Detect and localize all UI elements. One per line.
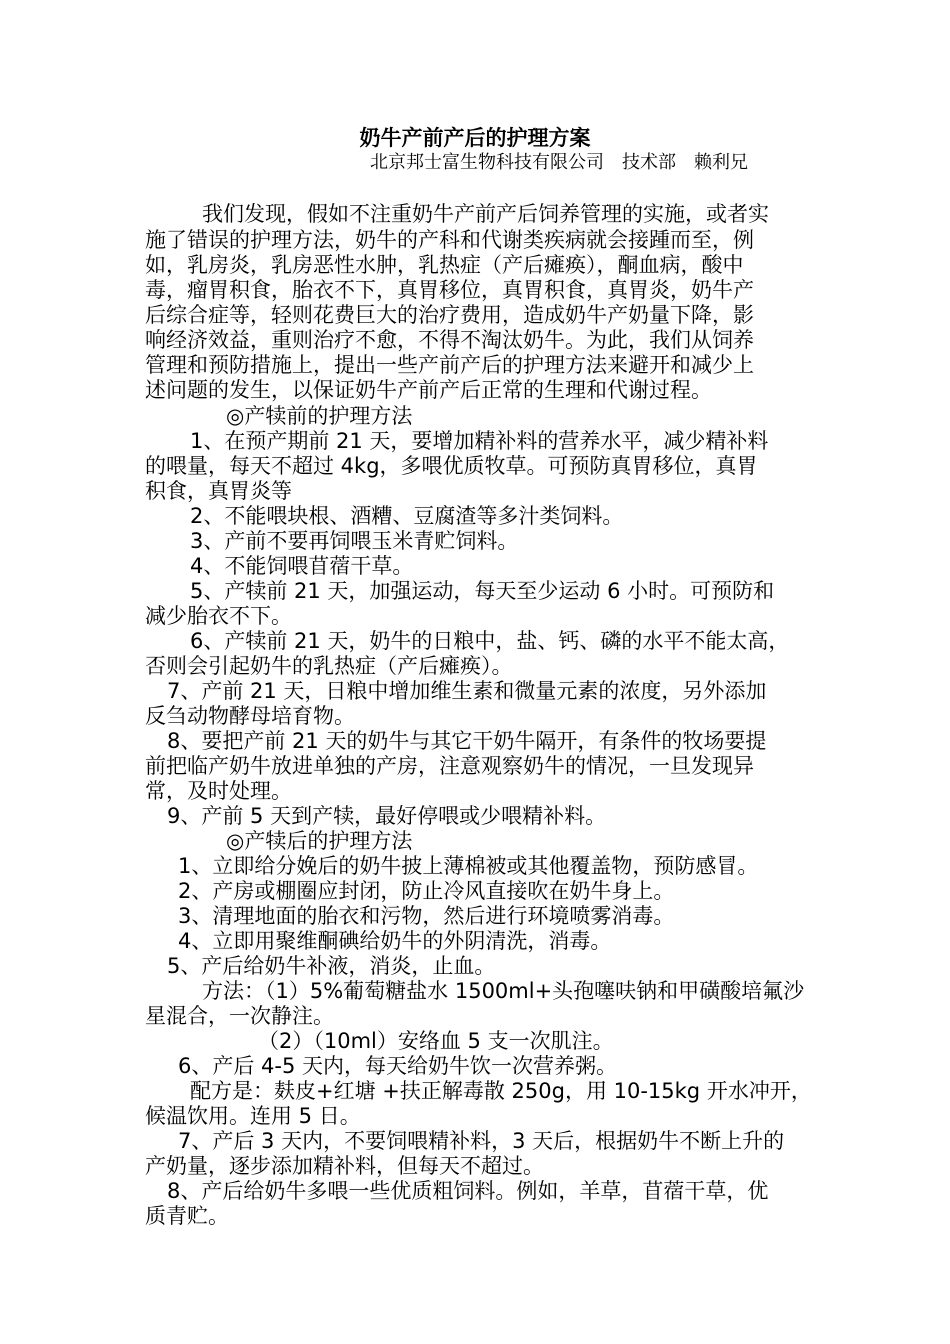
list-item: 积食，真胃炎等 [145,479,292,503]
intro-line: 述问题的发生，以保证奶牛产前产后正常的生理和代谢过程。 [145,378,712,402]
list-item: 4、立即用聚维酮碘给奶牛的外阴清洗，消毒。 [178,929,612,953]
list-item: 8、产后给奶牛多喂一些优质粗饲料。例如，羊草，苜蓿干草，优 [167,1179,769,1203]
list-item: 候温饮用。连用 5 日。 [145,1104,361,1128]
list-item: 配方是：麸皮+红塘 +扶正解毒散 250g，用 10-15kg 开水冲开， [190,1079,812,1103]
intro-line: 响经济效益，重则治疗不愈，不得不淘汰奶牛。为此，我们从饲养 [145,328,754,352]
list-item: 反刍动物酵母培育物。 [145,704,355,728]
intro-line: 毒，瘤胃积食，胎衣不下，真胃移位，真胃积食，真胃炎，奶牛产 [145,278,754,302]
list-item: 常，及时处理。 [145,779,292,803]
list-item: 5、产后给奶牛补液，消炎，止血。 [167,954,496,978]
list-item: 减少胎衣不下。 [145,604,292,628]
intro-line: 如，乳房炎，乳房恶性水肿，乳热症（产后瘫痪），酮血病，酸中 [145,253,744,277]
list-item: 6、产犊前 21 天，奶牛的日粮中，盐、钙、磷的水平不能太高， [190,629,790,653]
list-item: 7、产后 3 天内，不要饲喂精补料，3 天后，根据奶牛不断上升的 [178,1129,785,1153]
author-line: 北京邦士富生物科技有限公司 技术部 赖利兄 [370,152,748,173]
list-item: 星混合，一次静注。 [145,1004,334,1028]
list-item: 的喂量，每天不超过 4kg，多喂优质牧草。可预防真胃移位，真胃 [145,454,758,478]
list-item: 3、清理地面的胎衣和污物，然后进行环境喷雾消毒。 [178,904,675,928]
list-item: 3、产前不要再饲喂玉米青贮饲料。 [190,529,519,553]
list-item: 否则会引起奶牛的乳热症（产后瘫痪）。 [145,654,513,678]
list-item: 前把临产奶牛放进单独的产房，注意观察奶牛的情况，一旦发现异 [145,754,754,778]
document-title: 奶牛产前产后的护理方案 [359,126,591,150]
intro-line: 我们发现，假如不注重奶牛产前产后饲养管理的实施，或者实 [202,202,769,226]
list-item: 2、产房或棚圈应封闭，防止冷风直接吹在奶牛身上。 [178,879,675,903]
intro-line: 施了错误的护理方法，奶牛的产科和代谢类疾病就会接踵而至，例 [145,228,754,252]
list-item: 质青贮。 [145,1204,229,1228]
list-item: 方法：（1）5%葡萄糖盐水 1500ml+头孢噻呋钠和甲磺酸培氟沙 [202,979,805,1003]
intro-line: 后综合症等，轻则花费巨大的治疗费用，造成奶牛产奶量下降，影 [145,303,754,327]
list-item: 产奶量，逐步添加精补料，但每天不超过。 [145,1154,544,1178]
section-heading-postpartum: ◎产犊后的护理方法 [226,829,413,853]
list-item: 7、产前 21 天，日粮中增加维生素和微量元素的浓度，另外添加 [167,679,767,703]
list-item: 4、不能饲喂苜蓿干草。 [190,554,414,578]
list-item: 2、不能喂块根、酒糟、豆腐渣等多汁类饲料。 [190,504,624,528]
list-item: 1、在预产期前 21 天，要增加精补料的营养水平，减少精补料 [190,429,769,453]
list-item: 8、要把产前 21 天的奶牛与其它干奶牛隔开，有条件的牧场要提 [167,729,767,753]
section-heading-prepartum: ◎产犊前的护理方法 [226,404,413,428]
list-item: 5、产犊前 21 天，加强运动，每天至少运动 6 小时。可预防和 [190,579,775,603]
list-item: 6、产后 4-5 天内，每天给奶牛饮一次营养粥。 [178,1054,618,1078]
list-item: （2）（10ml）安络血 5 支一次肌注。 [258,1029,614,1053]
intro-line: 管理和预防措施上，提出一些产前产后的护理方法来避开和减少上 [145,353,754,377]
list-item: 9、产前 5 天到产犊，最好停喂或少喂精补料。 [167,804,607,828]
list-item: 1、立即给分娩后的奶牛披上薄棉被或其他覆盖物，预防感冒。 [178,854,759,878]
